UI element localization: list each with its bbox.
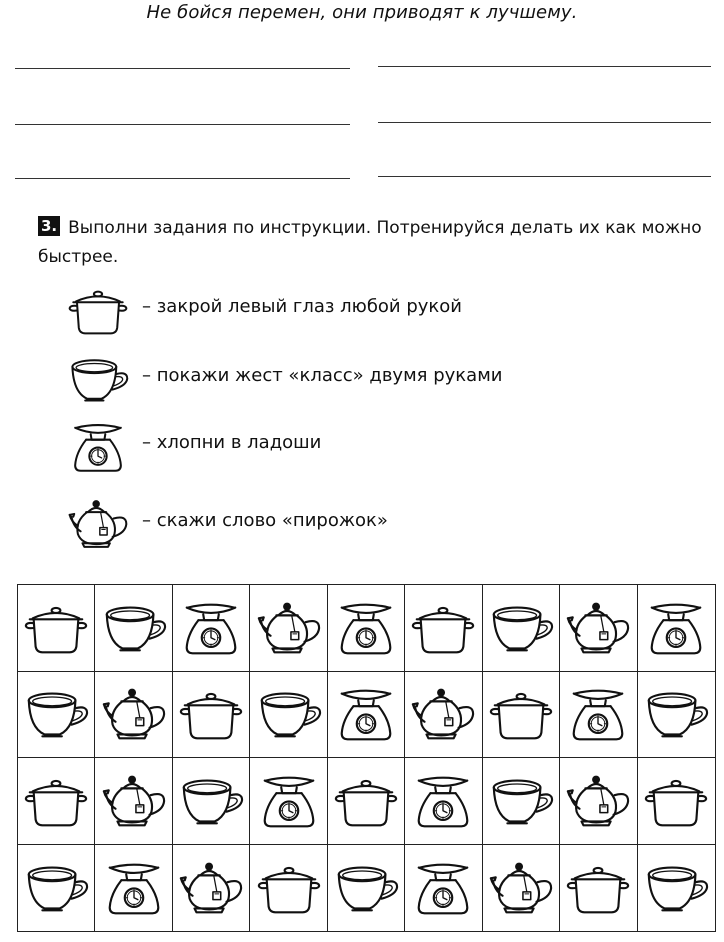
- teapot-icon: [564, 597, 632, 659]
- writing-line-1: [15, 68, 350, 69]
- writing-line-4: [378, 122, 711, 123]
- legend-row-teapot: [66, 495, 666, 555]
- task-number-badge: 3.: [38, 216, 60, 236]
- grid-cell: [560, 845, 637, 932]
- pot-icon: [22, 770, 90, 832]
- scale-icon: [100, 857, 168, 919]
- icon-grid: [17, 584, 716, 932]
- grid-cell: [560, 585, 637, 672]
- cup-icon: [66, 352, 130, 407]
- scale-icon: [332, 597, 400, 659]
- grid-cell: [250, 845, 327, 932]
- grid-cell: [328, 672, 405, 759]
- pot-icon: [177, 683, 245, 745]
- legend-row-pot: [66, 283, 666, 343]
- scale-icon: [409, 770, 477, 832]
- scale-icon: [66, 418, 130, 476]
- cup-icon: [642, 683, 710, 745]
- task-text-line1: Выполни задания по инструкции. Потренируйся делать их как можно: [68, 218, 702, 238]
- cup-icon: [332, 857, 400, 919]
- grid-cell: [250, 758, 327, 845]
- teapot-icon: [564, 770, 632, 832]
- grid-cell: [483, 672, 560, 759]
- cup-icon: [642, 857, 710, 919]
- cup-icon: [177, 770, 245, 832]
- grid-cell: [560, 758, 637, 845]
- grid-cell: [483, 585, 560, 672]
- grid-cell: [18, 672, 95, 759]
- teapot-icon: [255, 597, 323, 659]
- writing-line-6: [378, 176, 711, 177]
- pot-icon: [487, 683, 555, 745]
- grid-cell: [638, 758, 715, 845]
- grid-cell: [18, 758, 95, 845]
- grid-cell: [95, 585, 172, 672]
- pot-icon: [332, 770, 400, 832]
- legend-row-scale: [66, 418, 666, 478]
- grid-cell: [250, 672, 327, 759]
- pot-icon: [255, 857, 323, 919]
- grid-cell: [638, 672, 715, 759]
- legend-row-cup: [66, 352, 666, 412]
- grid-cell: [173, 758, 250, 845]
- grid-cell: [250, 585, 327, 672]
- task-instruction: [38, 214, 718, 272]
- scale-icon: [332, 683, 400, 745]
- grid-cell: [638, 585, 715, 672]
- scale-icon: [255, 770, 323, 832]
- legend-text-scale: – хлопни в ладоши: [142, 432, 322, 453]
- grid-cell: [95, 758, 172, 845]
- pot-icon: [66, 283, 130, 338]
- teapot-icon: [100, 683, 168, 745]
- legend-text-pot: – закрой левый глаз любой рукой: [142, 296, 463, 317]
- grid-cell: [18, 845, 95, 932]
- legend-text-teapot: – скажи слово «пирожок»: [142, 510, 388, 531]
- pot-icon: [22, 597, 90, 659]
- scale-icon: [409, 857, 477, 919]
- cup-icon: [255, 683, 323, 745]
- scale-icon: [642, 597, 710, 659]
- grid-cell: [638, 845, 715, 932]
- grid-cell: [328, 758, 405, 845]
- teapot-icon: [487, 857, 555, 919]
- grid-cell: [173, 672, 250, 759]
- teapot-icon: [409, 683, 477, 745]
- grid-cell: [560, 672, 637, 759]
- cup-icon: [22, 857, 90, 919]
- pot-icon: [642, 770, 710, 832]
- grid-cell: [173, 585, 250, 672]
- grid-cell: [95, 845, 172, 932]
- grid-cell: [328, 845, 405, 932]
- grid-cell: [405, 672, 482, 759]
- cup-icon: [22, 683, 90, 745]
- pot-icon: [564, 857, 632, 919]
- grid-cell: [483, 845, 560, 932]
- teapot-icon: [177, 857, 245, 919]
- grid-cell: [405, 585, 482, 672]
- scale-icon: [564, 683, 632, 745]
- teapot-icon: [66, 495, 130, 553]
- writing-line-5: [15, 178, 350, 179]
- cup-icon: [487, 597, 555, 659]
- scale-icon: [177, 597, 245, 659]
- writing-line-3: [15, 124, 350, 125]
- grid-cell: [405, 845, 482, 932]
- grid-cell: [483, 758, 560, 845]
- grid-cell: [173, 845, 250, 932]
- grid-cell: [95, 672, 172, 759]
- teapot-icon: [100, 770, 168, 832]
- task-text-line2: быстрее.: [38, 247, 119, 267]
- writing-line-2: [378, 66, 711, 67]
- cup-icon: [100, 597, 168, 659]
- grid-cell: [328, 585, 405, 672]
- cup-icon: [487, 770, 555, 832]
- grid-cell: [405, 758, 482, 845]
- legend-text-cup: – покажи жест «класс» двумя руками: [142, 365, 503, 386]
- motivational-quote: Не бойся перемен, они приводят к лучшему.: [146, 2, 578, 23]
- grid-cell: [18, 585, 95, 672]
- pot-icon: [409, 597, 477, 659]
